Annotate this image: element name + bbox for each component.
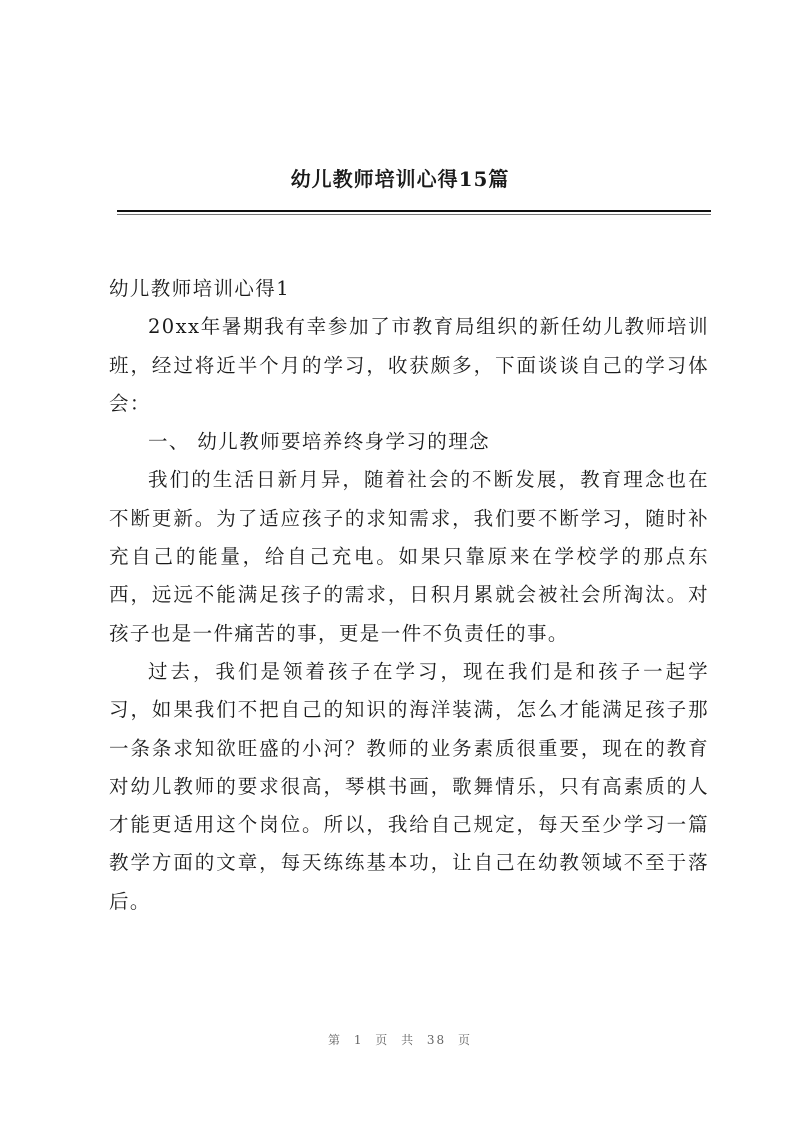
page-footer: 第 1 页 共 38 页 bbox=[328, 1033, 472, 1047]
document-body bbox=[109, 270, 709, 921]
paragraph-learning-together: 过去，我们是领着孩子在学习，现在我们是和孩子一起学习，如果我们不把自己的知识的海洋装满，怎么才能满足孩子那一条条求知欲旺盛的小河？教师的业务素质很重要，现在的教育对幼儿教师的要求很高，琴棋书画，歌舞情乐，只有高素质的人才能更适用这个岗位。所以，我给自己规定，每天至少学习一篇教学方面的文章，每天练练基本功，让自己在幼教领域不至于落后。 bbox=[109, 659, 709, 913]
title-underline-thin bbox=[117, 214, 711, 215]
subheading-lifelong-learning: 一、 幼儿教师要培养终身学习的理念 bbox=[148, 430, 490, 454]
paragraph-society-change: 我们的生活日新月异，随着社会的不断发展，教育理念也在不断更新。为了适应孩子的求知需求，我们要不断学习，随时补充自己的能量，给自己充电。如果只靠原来在学校学的那点东西，远远不能满足孩子的需求，日积月累就会被社会所淘汰。对孩子也是一件痛苦的事，更是一件不负责任的事。 bbox=[109, 468, 709, 645]
title-underline bbox=[117, 210, 711, 212]
document-title: 幼儿教师培训心得15篇 bbox=[290, 167, 510, 191]
section-heading: 幼儿教师培训心得1 bbox=[109, 277, 291, 300]
paragraph-intro: 20xx年暑期我有幸参加了市教育局组织的新任幼儿教师培训班，经过将近半个月的学习，收获颇多，下面谈谈自己的学习体会： bbox=[109, 315, 709, 415]
